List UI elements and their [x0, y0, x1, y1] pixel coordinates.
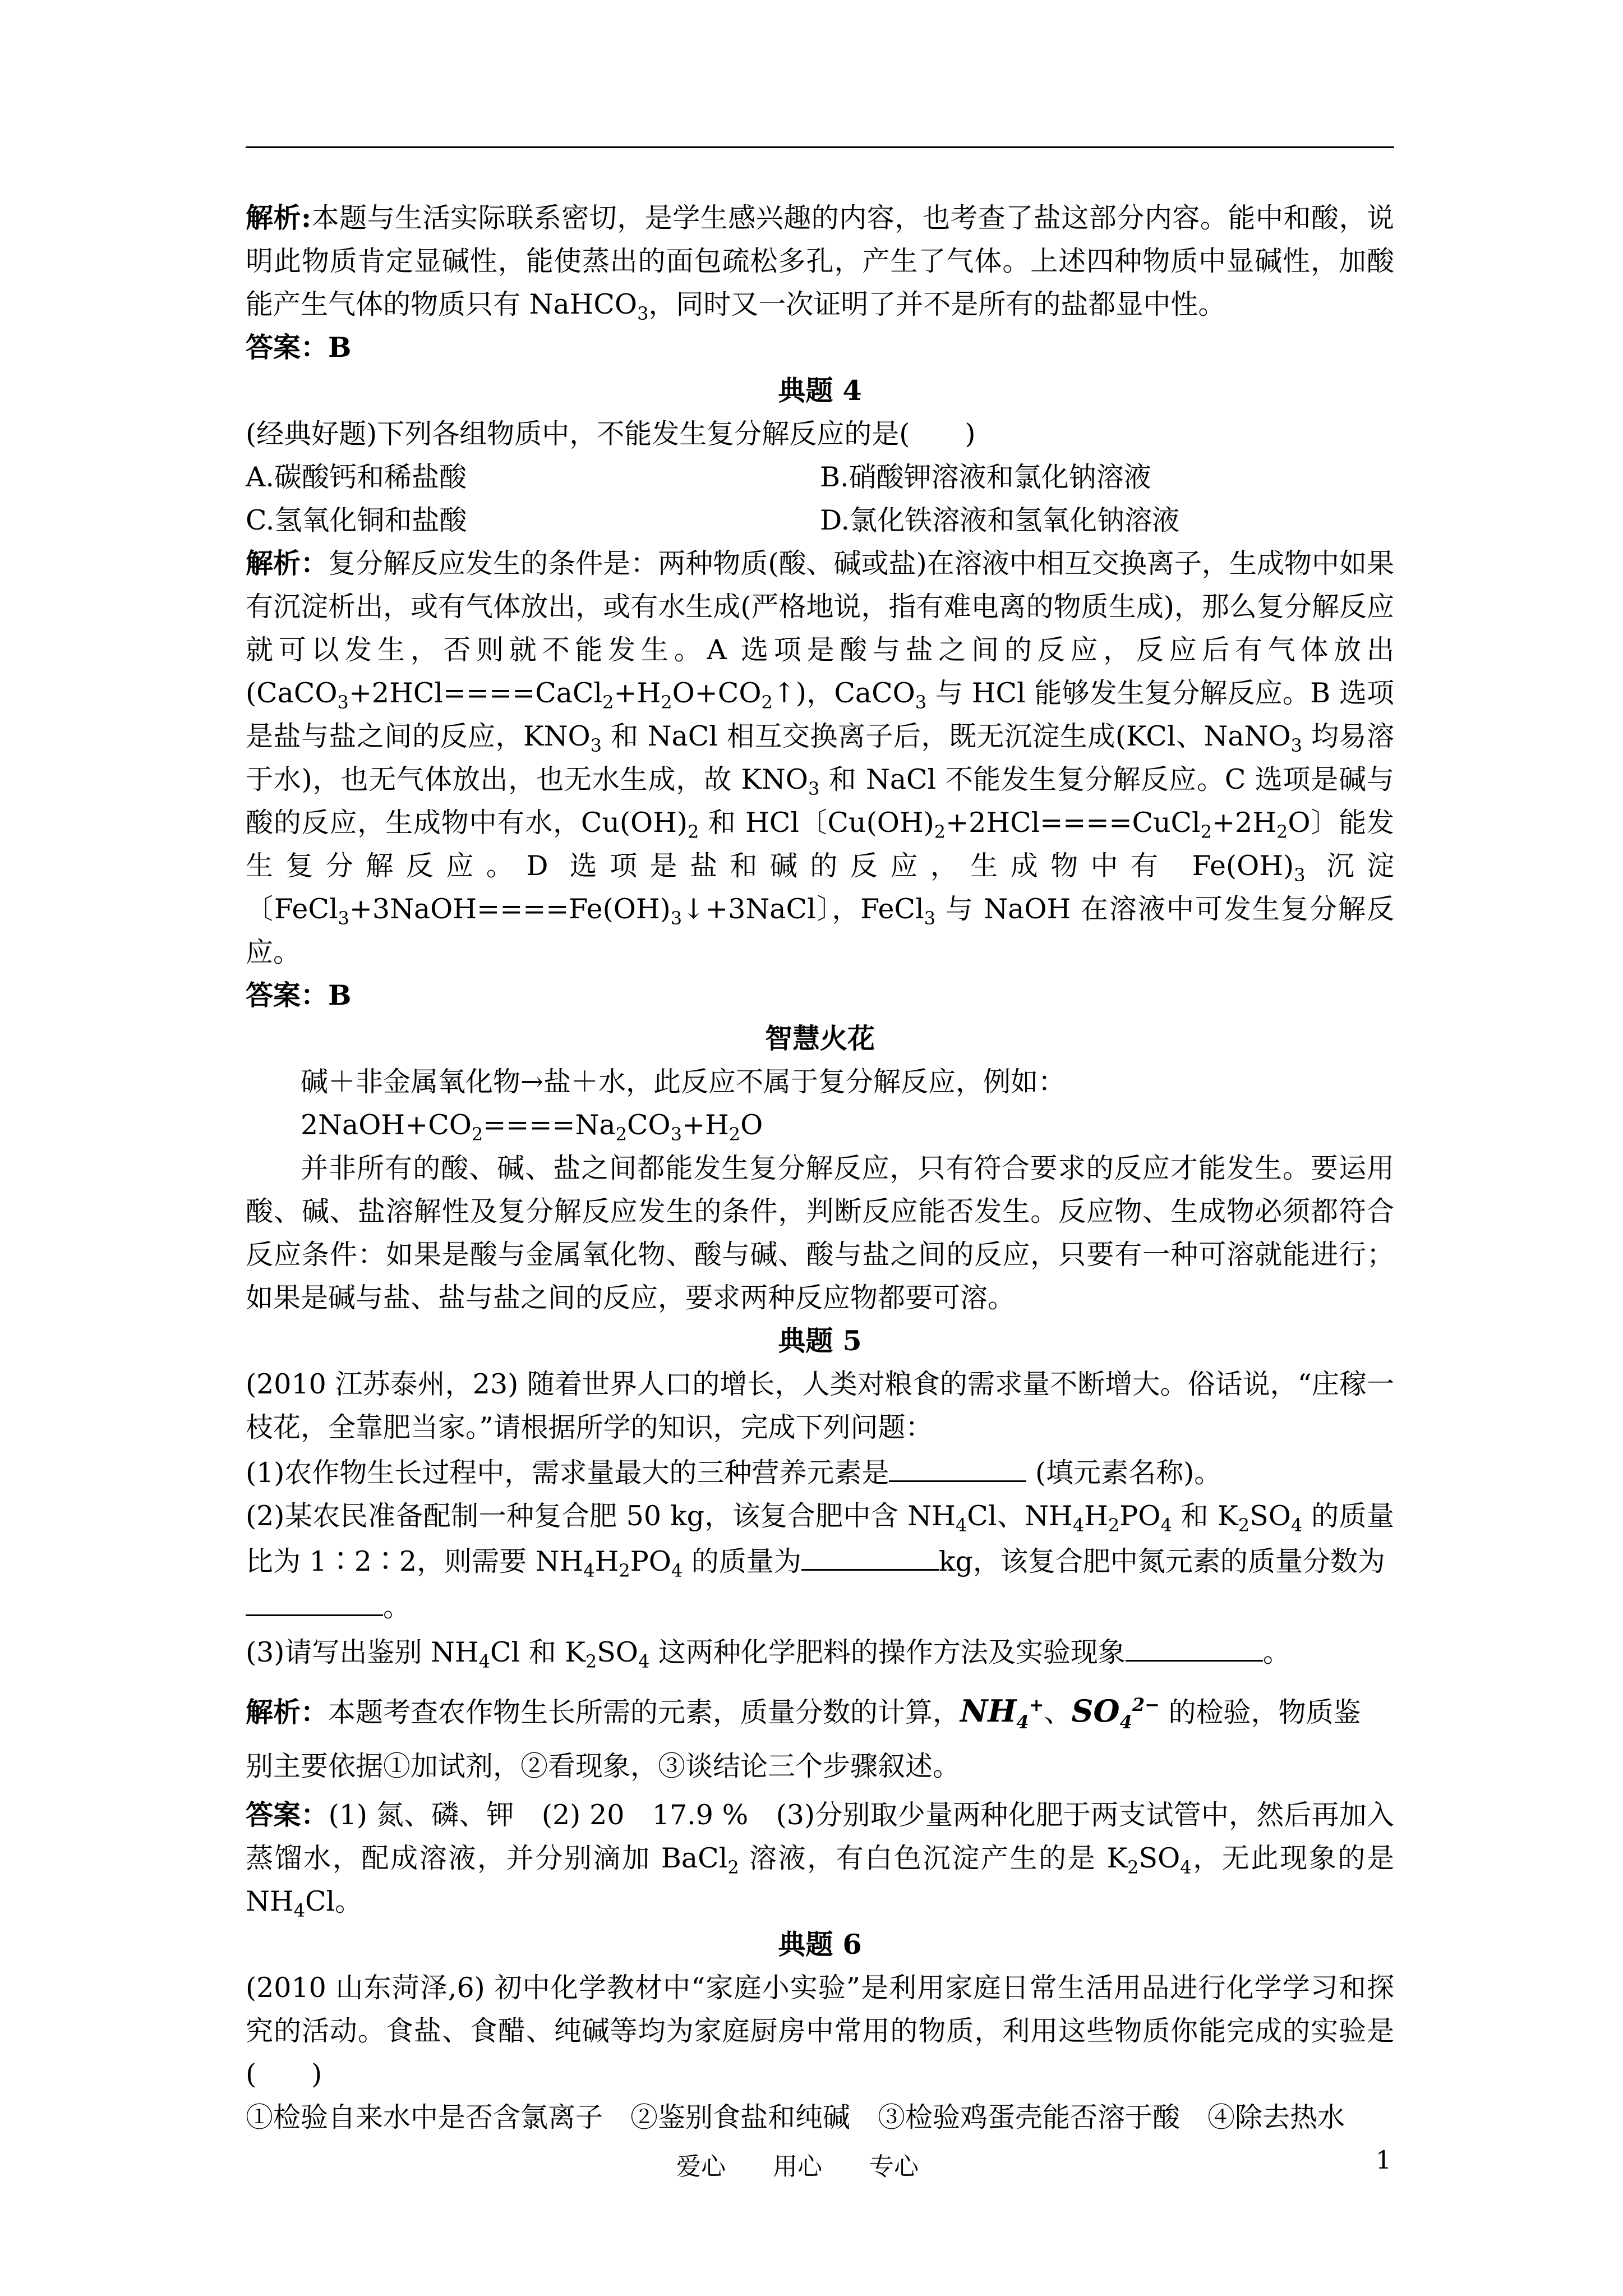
answer-1: 答案：B	[246, 331, 352, 364]
analysis-label: 解析:	[246, 201, 312, 234]
problem-5-title: 典题 5	[778, 1324, 862, 1357]
option-b: B.硝酸钾溶液和氯化钠溶液	[820, 461, 1151, 493]
analysis-paragraph-1: 解析:本题与生活实际联系密切，是学生感兴趣的内容，也考查了盐这部分内容。能中和酸，说明此物质肯定显碱性，能使蒸出的面包疏松多孔，产生了气体。上述四种物质中显碱性，加酸能产生气体的物质只有 NaHCO$_3$，同时又一次证明了并不是所有的盐都显中性。	[246, 201, 1394, 324]
page-number: 1	[1376, 2146, 1391, 2175]
sulfate-ion-formula: $SO_4^{2-}$	[1071, 1693, 1160, 1733]
problem-4-options-row-1	[246, 455, 1394, 499]
problem-6-text: (2010 山东菏泽,6) 初中化学教材中“家庭小实验”是利用家庭日常生活用品进行化学学习和探究的活动。食盐、食醋、纯碱等均为家庭厨房中常用的物质，利用这些物质你能完成的实验是( )	[246, 1972, 1394, 2090]
problem-5-answer: 答案：(1) 氮、磷、钾 (2) 20 17.9 % (3)分别取少量两种化肥于两支试管中，然后再加入蒸馏水，配成溶液，并分别滴加 BaCl$_2$ 溶液，有白色沉淀产生的是 $K_2SO_4$，无此现象的是 $NH_4Cl$。	[246, 1798, 1394, 1921]
wisdom-equation: $2NaOH+CO_2====Na_2CO_3+H_2O$	[301, 1109, 763, 1145]
problem-6-title: 典题 6	[778, 1928, 862, 1961]
problem-5-q2: (2)某农民准备配制一种复合肥 50 kg，该复合肥中含 $NH_4Cl$、$NH_4H_2PO_4$ 和 $K_2SO_4$ 的质量比为 1∶2∶2，则需要 $NH_4H_2PO_4$ 的质量为 kg，该复合肥中氮元素的质量分数为 。	[246, 1500, 1394, 1623]
document-body	[246, 196, 1394, 2139]
option-a: A.碳酸钙和稀盐酸	[246, 461, 467, 493]
problem-4-title: 典题 4	[778, 374, 862, 407]
option-c: C.氢氧化铜和盐酸	[246, 504, 467, 536]
problem-5-analysis-line-1: 解析：本题考查农作物生长所需的元素，质量分数的计算，$NH_4^+$、$SO_4^{2-}$ 的检验，物质鉴	[246, 1693, 1361, 1733]
problem-5-analysis-line-2: 别主要依据①加试剂，②看现象，③谈结论三个步骤叙述。	[246, 1750, 961, 1782]
wisdom-line-1: 碱＋非金属氧化物→盐＋水，此反应不属于复分解反应，例如：	[301, 1066, 1066, 1098]
answer-blank-1	[889, 1449, 1026, 1482]
answer-blank-4	[1126, 1628, 1263, 1662]
option-d: D.氯化铁溶液和氢氧化钠溶液	[820, 504, 1180, 536]
problem-5-intro: (2010 江苏泰州，23) 随着世界人口的增长，人类对粮食的需求量不断增大。俗话说，“庄稼一枝花，全靠肥当家。”请根据所学的知识，完成下列问题：	[246, 1368, 1394, 1443]
header-rule	[246, 146, 1394, 148]
problem-4-analysis: 解析：复分解反应发生的条件是：两种物质(酸、碱或盐)在溶液中相互交换离子，生成物中如果有沉淀析出，或有气体放出，或有水生成(严格地说，指有难电离的物质生成)，那么复分解反应就可以发生，否则就不能发生。A 选项是酸与盐之间的反应，反应后有气体放出$(CaCO_3+2HCl====CaCl_2+H_2O+CO_2↑)$，CaCO$_3$ 与 HCl 能够发生复分解反应。B 选项是盐与盐之间的反应，$KNO_3$ 和 NaCl 相互交换离子后，既无沉淀生成(KCl、NaNO$_3$ 均易溶于水)，也无气体放出，也无水生成，故 $KNO_3$ 和 NaCl 不能发生复分解反应。C 选项是碱与酸的反应，生成物中有水，$Cu(OH)_2$ 和 HCl〔$Cu(OH)_2+2HCl====CuCl_2+2H_2O$〕能发生复分解反应。D 选项是盐和碱的反应，生成物中有 $Fe(OH)_3$ 沉淀〔$FeCl_3+3NaOH====Fe(OH)_3↓+3NaCl$〕，FeCl$_3$ 与 NaOH 在溶液中可发生复分解反应。	[246, 547, 1395, 968]
wisdom-paragraph: 并非所有的酸、碱、盐之间都能发生复分解反应，只有符合要求的反应才能发生。要运用酸、碱、盐溶解性及复分解反应发生的条件，判断反应能否发生。反应物、生成物必须都符合反应条件：如果是酸与金属氧化物、酸与碱、酸与盐之间的反应，只要有一种可溶就能进行；如果是碱与盐、盐与盐之间的反应，要求两种反应物都要可溶。	[246, 1152, 1394, 1314]
problem-4-question: (经典好题)下列各组物质中，不能发生复分解反应的是( )	[246, 418, 976, 450]
wisdom-title: 智慧火花	[764, 1022, 875, 1055]
ammonium-ion-formula: $NH_4^+$	[960, 1693, 1044, 1733]
answer-blank-2	[801, 1538, 939, 1571]
footer-slogan: 爱心 用心 专心	[676, 2152, 919, 2181]
problem-5-q1: (1)农作物生长过程中，需求量最大的三种营养元素是 (填元素名称)。	[246, 1449, 1394, 1494]
problem-5-q3: (3)请写出鉴别 $NH_4Cl$ 和 $K_2SO_4$ 这两种化学肥料的操作方法及实验现象 。	[246, 1628, 1394, 1674]
problem-4-options-row-2	[246, 499, 1394, 542]
problem-6-options: ①检验自来水中是否含氯离子 ②鉴别食盐和纯碱 ③检验鸡蛋壳能否溶于酸 ④除去热水	[246, 2101, 1345, 2133]
answer-4: 答案：B	[246, 979, 352, 1011]
answer-blank-3	[246, 1583, 383, 1616]
